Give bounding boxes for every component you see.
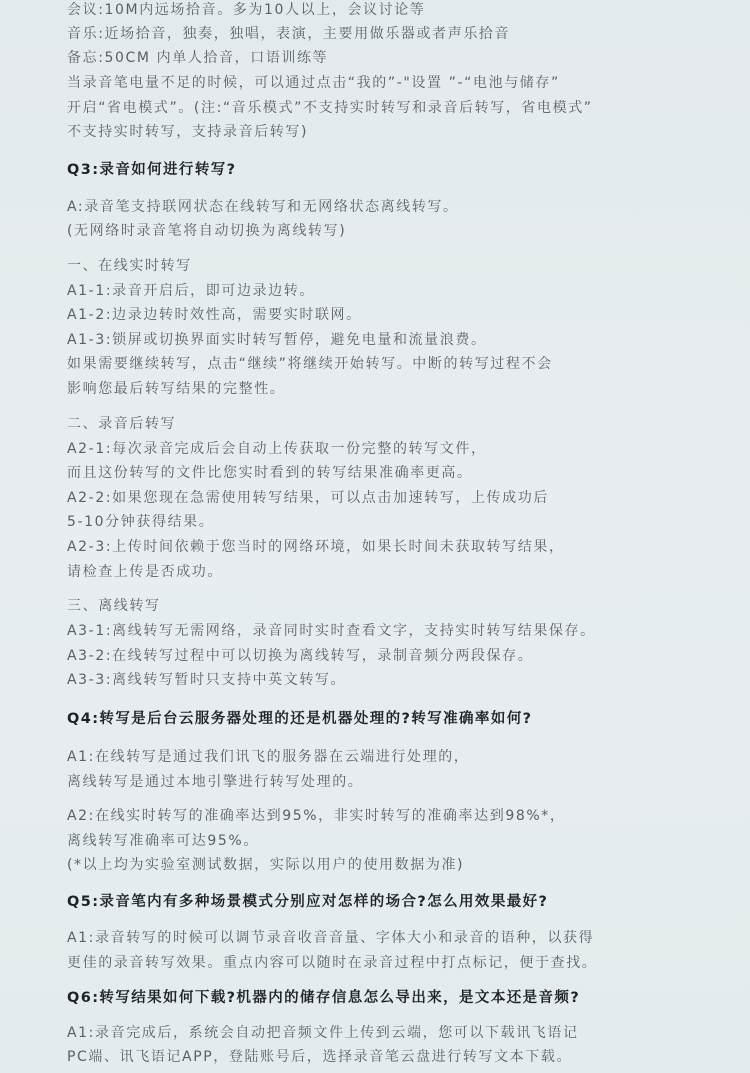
answer-line: A3-2:在线转写过程中可以切换为离线转写，录制音频分两段保存。 — [67, 648, 534, 664]
question-heading: Q4:转写是后台云服务器处理的还是机器处理的?转写准确率如何? — [67, 711, 533, 727]
answer-line: A1:录音转写的时候可以调节录音收音音量、字体大小和录音的语种，以获得 — [67, 930, 595, 946]
section-title: 一、在线实时转写 — [67, 258, 192, 274]
text-line: 开启“省电模式”。(注:“音乐模式”不支持实时转写和录音后转写，省电模式” — [67, 100, 593, 116]
answer-line: PC端、讯飞语记APP，登陆账号后，选择录音笔云盘进行转写文本下载。 — [67, 1049, 573, 1065]
answer-line: 请检查上传是否成功。 — [67, 564, 223, 580]
answer-line: 离线转写是通过本地引擎进行转写处理的。 — [67, 774, 364, 790]
answer-line: 离线转写准确率可达95%。 — [67, 833, 259, 849]
answer-line: A:录音笔支持联网状态在线转写和无网络状态离线转写。 — [67, 199, 459, 215]
answer-line: A2-3:上传时间依赖于您当时的网络环境，如果长时间未获取转写结果， — [67, 539, 565, 555]
question-heading: Q3:录音如何进行转写? — [67, 162, 237, 178]
answer-line: A1:录音完成后，系统会自动把音频文件上传到云端，您可以下载讯飞语记 — [67, 1025, 579, 1041]
answer-line: A1-2:边录边转时效性高，需要实时联网。 — [67, 307, 362, 323]
answer-line: A2:在线实时转写的准确率达到95%，非实时转写的准确率达到98%*， — [67, 808, 566, 824]
question-heading: Q5:录音笔内有多种场景模式分别应对怎样的场合?怎么用效果最好? — [67, 894, 549, 910]
answer-line: A1-3:锁屏或切换界面实时转写暂停，避免电量和流量浪费。 — [67, 332, 487, 348]
answer-line: A2-2:如果您现在急需使用转写结果，可以点击加速转写，上传成功后 — [67, 490, 549, 506]
answer-line: 影响您最后转写结果的完整性。 — [67, 381, 286, 397]
section-title: 二、录音后转写 — [67, 416, 177, 432]
answer-line: (无网络时录音笔将自动切换为离线转写) — [67, 223, 347, 239]
question-heading: Q6:转写结果如何下载?机器内的储存信息怎么导出来，是文本还是音频? — [67, 990, 581, 1006]
answer-line: 如果需要继续转写，点击“继续”将继续开始转写。中断的转写过程不会 — [67, 356, 553, 372]
answer-line: A1:在线转写是通过我们讯飞的服务器在云端进行处理的， — [67, 749, 470, 765]
text-line: 不支持实时转写，支持录音后转写) — [67, 124, 309, 140]
answer-line: A3-1:离线转写无需网络，录音同时实时查看文字，支持实时转写结果保存。 — [67, 623, 596, 639]
section-title: 三、离线转写 — [67, 598, 161, 614]
answer-line: 更佳的录音转写效果。重点内容可以随时在录音过程中打点标记，便于查找。 — [67, 955, 598, 971]
text-line: 当录音笔电量不足的时候，可以通过点击“我的”-"设置 ”-“电池与储存” — [67, 75, 560, 91]
answer-line: 而且这份转写的文件比您实时看到的转写结果准确率更高。 — [67, 465, 473, 481]
text-line: 会议:10M内远场拾音。多为10人以上，会议讨论等 — [67, 2, 426, 18]
text-line: 备忘:50CM 内单人拾音，口语训练等 — [67, 50, 329, 66]
answer-line: 5-10分钟获得结果。 — [67, 514, 215, 530]
answer-line: A1-1:录音开启后，即可边录边转。 — [67, 283, 315, 299]
answer-line: A2-1:每次录音完成后会自动上传获取一份完整的转写文件， — [67, 441, 487, 457]
answer-line: A3-3:离线转写暂时只支持中英文转写。 — [67, 672, 347, 688]
footnote-line: (*以上均为实验室测试数据，实际以用户的使用数据为准) — [67, 857, 465, 873]
text-line: 音乐:近场拾音，独奏，独唱，表演，主要用做乐器或者声乐拾音 — [67, 26, 511, 42]
